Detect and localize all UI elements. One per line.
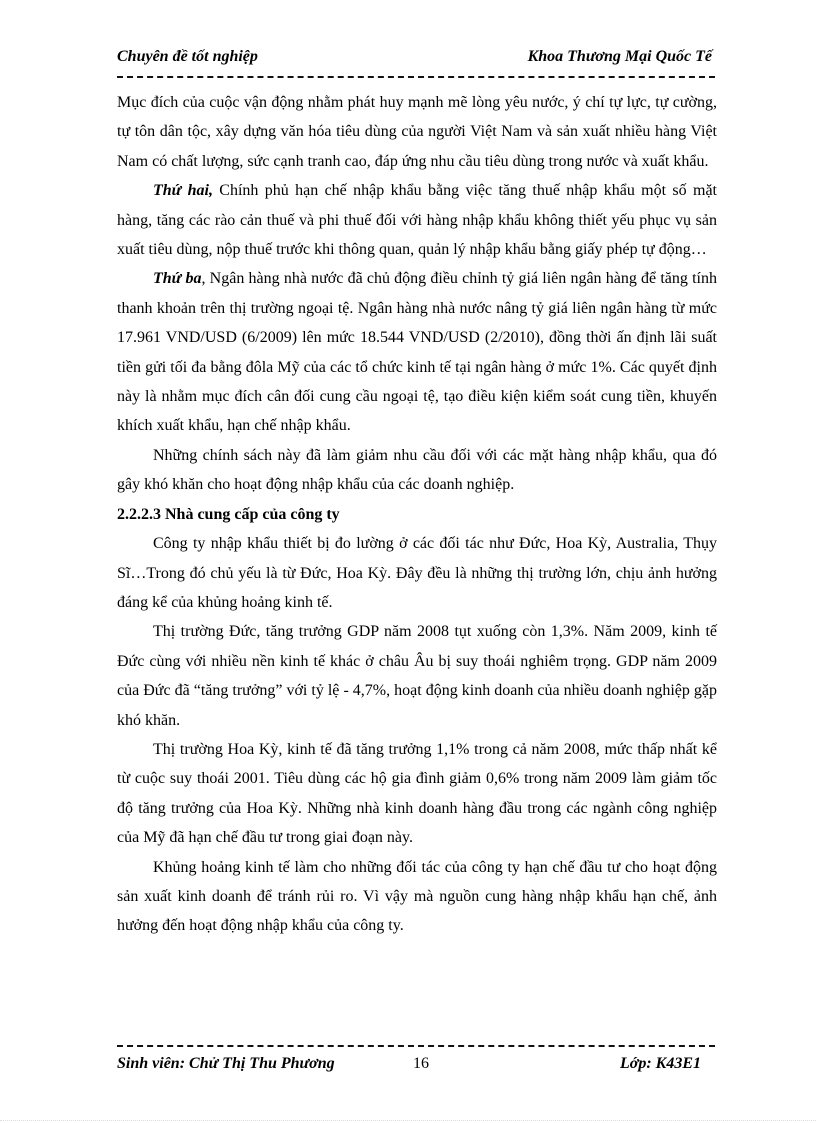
section-heading: 2.2.2.3 Nhà cung cấp của công ty bbox=[117, 505, 340, 523]
header-divider bbox=[117, 76, 715, 78]
section-paragraph: Thị trường Hoa Kỳ, kinh tế đã tăng trưởng 1,1% trong cả năm 2008, mức thấp nhất kể từ cuộc suy thoái 2001. Tiêu dùng các hộ gia đình giảm 0,6% trong năm 2009 làm giảm tốc độ tăng trưởng của Hoa Kỳ. Những nhà kinh doanh hàng đầu trong các ngành công nghiệp của Mỹ đã hạn chế đầu tư trong giai đoạn này. bbox=[117, 740, 717, 847]
footer-divider bbox=[117, 1045, 715, 1047]
document-body bbox=[117, 88, 717, 941]
header-title-left: Chuyên đề tốt nghiệp bbox=[117, 48, 258, 65]
section-paragraph: Thị trường Đức, tăng trưởng GDP năm 2008 tụt xuống còn 1,3%. Năm 2009, kinh tế Đức cùng với nhiều nền kinh tế khác ở châu Âu bị suy thoái nghiêm trọng. GDP năm 2009 của Đức đã “tăng trưởng” với tỷ lệ - 4,7%, hoạt động kinh doanh của nhiều doanh nghiệp gặp khó khăn. bbox=[117, 623, 717, 729]
paragraph-text: Mục đích của cuộc vận động nhằm phát huy mạnh mẽ lòng yêu nước, ý chí tự lực, tự cường, tự tôn dân tộc, xây dựng văn hóa tiêu dùng của người Việt Nam và sản xuất nhiều hàng Việt Nam có chất lượng, sức cạnh tranh cao, đáp ứng nhu cầu tiêu dùng trong nước và xuất khẩu. bbox=[117, 94, 717, 170]
footer-page-number: 16 bbox=[413, 1055, 429, 1072]
footer-class: Lớp: K43E1 bbox=[619, 1055, 701, 1072]
section-paragraph: Công ty nhập khẩu thiết bị đo lường ở các đối tác như Đức, Hoa Kỳ, Australia, Thụy Sĩ…Trong đó chủ yếu là từ Đức, Hoa Kỳ. Đây đều là những thị trường lớn, chịu ảnh hưởng đáng kể của khủng hoảng kinh tế. bbox=[117, 535, 717, 611]
page-footer bbox=[117, 1055, 715, 1079]
paragraph-intro bbox=[117, 88, 717, 176]
paragraph-text: Chính phủ hạn chế nhập khẩu bằng việc tăng thuế nhập khẩu một số mặt hàng, tăng các rào cản thuế và phi thuế đối với hàng nhập khẩu không thiết yếu phục vụ sản xuất tiêu dùng, nộp thuế trước khi thông quan, quản lý nhập khẩu bằng giấy phép tự động… bbox=[117, 182, 717, 259]
paragraph-text: Những chính sách này đã làm giảm nhu cầu đối với các mặt hàng nhập khẩu, qua đó gây khó khăn cho hoạt động nhập khẩu của các doanh nghiệp. bbox=[117, 446, 717, 494]
paragraph-summary bbox=[117, 441, 717, 500]
paragraph-lead: Thứ ba bbox=[153, 270, 202, 288]
page-edge bbox=[0, 1120, 816, 1121]
paragraph-third bbox=[117, 264, 717, 440]
header-title-right: Khoa Thương Mại Quốc Tế bbox=[527, 48, 712, 65]
paragraph-second bbox=[117, 176, 717, 264]
paragraph-text: , Ngân hàng nhà nước đã chủ động điều chỉnh tỷ giá liên ngân hàng để tăng tính thanh khoản trên thị trường ngoại tệ. Ngân hàng nhà nước nâng tỷ giá liên ngân hàng từ mức 17.961 VND/USD (6/2009) lên mức 18.544 VND/USD (2/2010), đồng thời ấn định lãi suất tiền gửi tối đa bằng đôla Mỹ của các tổ chức kinh tế tại ngân hàng ở mức 1%. Các quyết định này là nhằm mục đích cân đối cung cầu ngoại tệ, tạo điều kiện kiểm soát cung tiền, khuyến khích xuất khẩu, hạn chế nhập khẩu. bbox=[117, 270, 717, 435]
paragraph-lead: Thứ hai, bbox=[153, 182, 213, 200]
section-paragraph: Khủng hoảng kinh tế làm cho những đối tác của công ty hạn chế đầu tư cho hoạt động sản xuất kinh doanh để tránh rủi ro. Vì vậy mà nguồn cung hàng nhập khẩu hạn chế, ảnh hưởng đến hoạt động nhập khẩu của công ty. bbox=[117, 858, 717, 935]
page-header bbox=[117, 48, 715, 72]
footer-student: Sinh viên: Chử Thị Thu Phương bbox=[117, 1055, 335, 1072]
